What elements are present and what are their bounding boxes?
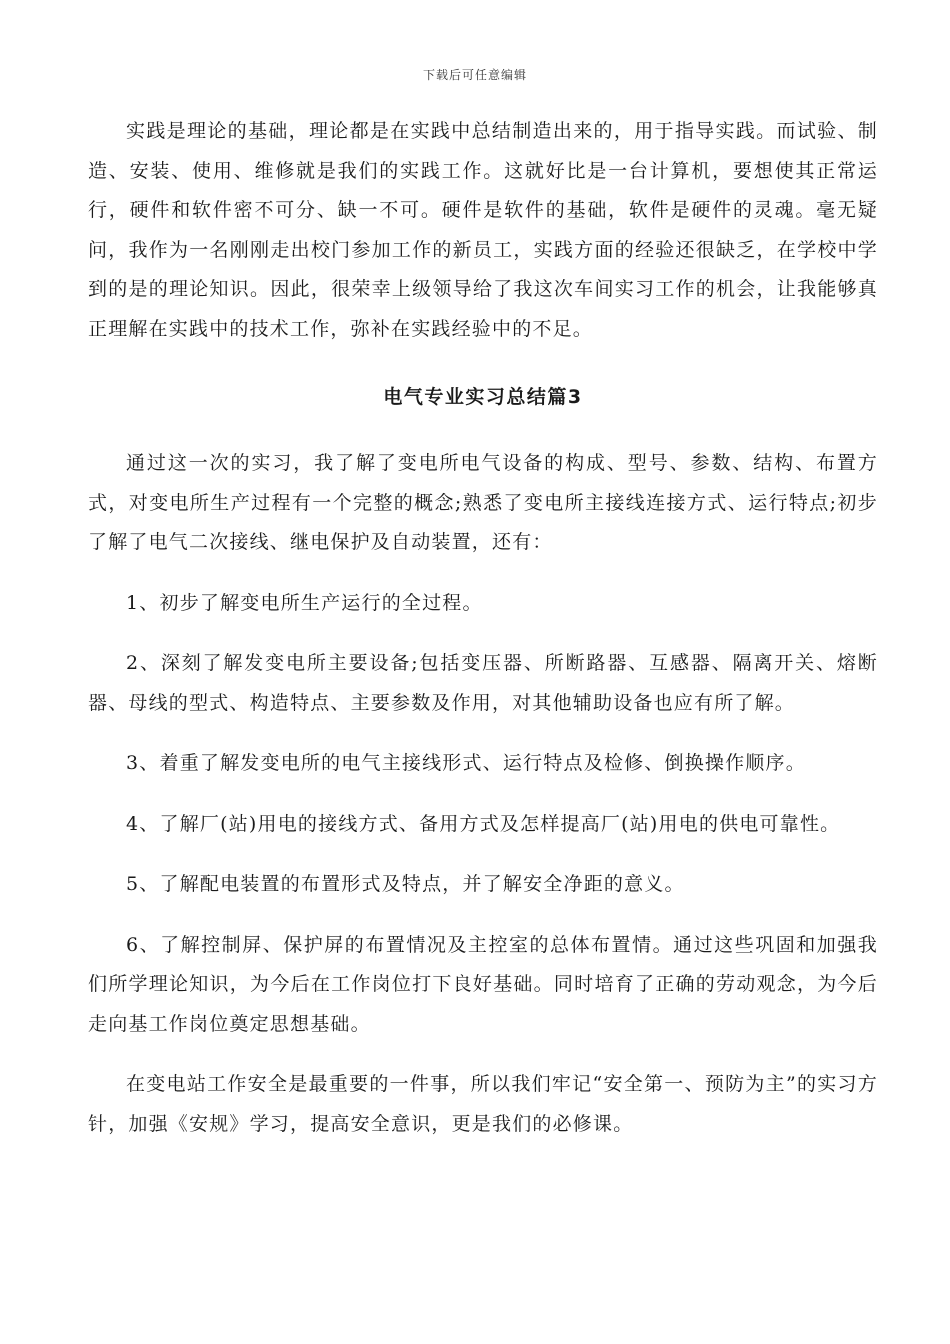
section-lead-paragraph: 通过这一次的实习，我了解了变电所电气设备的构成、型号、参数、结构、布置方式，对变电所生产过程有一个完整的概念;熟悉了变电所主接线连接方式、运行特点;初步了解了电气二次接线、继电保护及自动装置，还有： <box>88 452 878 553</box>
document-body <box>88 112 878 1144</box>
list-item-6: 6、了解控制屏、保护屏的布置情况及主控室的总体布置情。通过这些巩固和加强我们所学理论知识，为今后在工作岗位打下良好基础。同时培育了正确的劳动观念，为今后走向基工作岗位奠定思想基础。 <box>88 933 878 1035</box>
list-item-1: 1、初步了解变电所生产运行的全过程。 <box>126 591 483 614</box>
list-item-5: 5、了解配电装置的布置形式及特点，并了解安全净距的意义。 <box>126 873 685 895</box>
closing-paragraph: 在变电站工作安全是最重要的一件事，所以我们牢记“安全第一、预防为主”的实习方针，加强《安规》学习，提高安全意识，更是我们的必修课。 <box>88 1073 878 1135</box>
list-item-2: 2、深刻了解发变电所主要设备;包括变压器、所断路器、互感器、隔离开关、熔断器、母线的型式、构造特点、主要参数及作用，对其他辅助设备也应有所了解。 <box>88 652 878 714</box>
intro-paragraph: 实践是理论的基础，理论都是在实践中总结制造出来的，用于指导实践。而试验、制造、安装、使用、维修就是我们的实践工作。这就好比是一台计算机，要想使其正常运行，硬件和软件密不可分、缺一不可。硬件是软件的基础，软件是硬件的灵魂。毫无疑问，我作为一名刚刚走出校门参加工作的新员工，实践方面的经验还很缺乏，在学校中学到的是的理论知识。因此，很荣幸上级领导给了我这次车间实习工作的机会，让我能够真正理解在实践中的技术工作，弥补在实践经验中的不足。 <box>88 120 878 340</box>
section-title: 电气专业实习总结篇3 <box>383 386 583 408</box>
list-item-3: 3、着重了解发变电所的电气主接线形式、运行特点及检修、倒换操作顺序。 <box>126 752 806 774</box>
page-header-note: 下载后可任意编辑 <box>422 68 527 82</box>
list-item-4: 4、了解厂(站)用电的接线方式、备用方式及怎样提高厂(站)用电的供电可靠性。 <box>126 812 841 835</box>
